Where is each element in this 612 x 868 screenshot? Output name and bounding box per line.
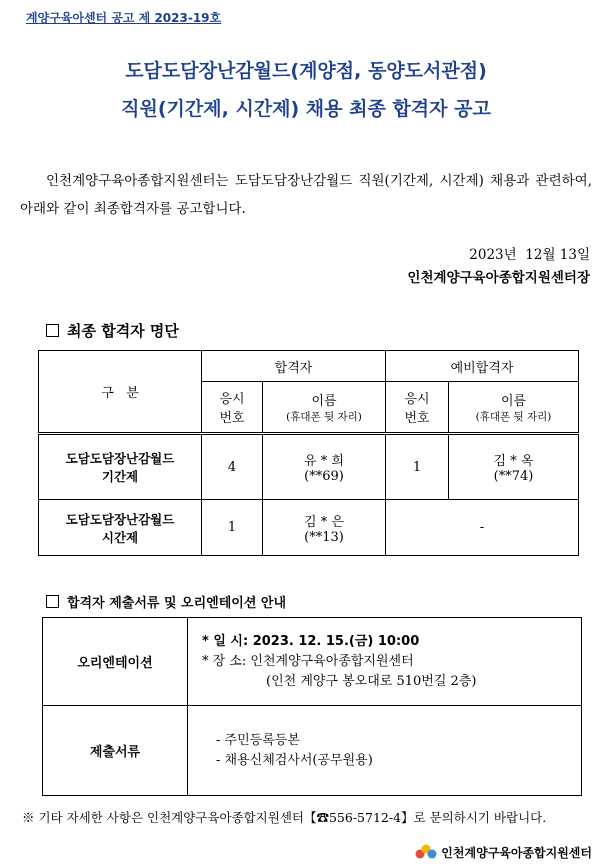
header-name-sub: (휴대폰 뒷 자리)	[286, 411, 362, 423]
orientation-info	[188, 618, 582, 706]
header-name-sub: (휴대폰 뒷 자리)	[475, 411, 552, 423]
row-category: 도담도담장난감월드 시간제	[39, 500, 202, 556]
checkbox-icon	[46, 595, 59, 608]
reserve-name-value: 김 * 옥	[493, 454, 534, 469]
intro-paragraph: 인천계양구육아종합지원센터는 도담도담장난감월드 직원(기간제, 시간제) 채용과 관련하여, 아래와 같이 최종합격자를 공고합니다.	[20, 173, 592, 217]
orientation-place: * 장 소: 인천계양구육아종합지원센터	[202, 653, 414, 669]
organization-name: 인천계양구육아종합지원센터장	[407, 270, 590, 286]
reserve-phone: (**74)	[493, 469, 534, 484]
section-title: 합격자 제출서류 및 오리엔테이션 안내	[67, 596, 287, 611]
section-title: 최종 합격자 명단	[67, 322, 179, 340]
header-category: 구 분	[39, 351, 202, 434]
section-docs-heading	[46, 592, 286, 611]
header-name-label: 이름	[500, 394, 527, 409]
organization-logo	[415, 843, 592, 861]
header-reserve: 예비합격자	[386, 351, 579, 382]
docs-list	[188, 706, 582, 796]
page-title-line1: 도담도담장난감월드(계양점, 동양도서관점)	[125, 60, 487, 82]
passed-name-value: 유 * 희	[304, 454, 344, 469]
passed-name	[263, 434, 386, 500]
header-reserve-name	[449, 382, 579, 434]
checkbox-icon	[46, 324, 59, 337]
table-row	[39, 500, 579, 556]
reserve-name	[449, 434, 579, 500]
orientation-address: (인천 계양구 봉오대로 510번길 2층)	[266, 673, 477, 689]
orientation-datetime: * 일 시: 2023. 12. 15.(금) 10:00	[202, 633, 420, 649]
page-title-line2: 직원(기간제, 시간제) 채용 최종 합격자 공고	[121, 98, 491, 120]
logo-icon	[415, 843, 437, 861]
passed-phone: (**13)	[304, 529, 344, 545]
passed-name	[263, 500, 386, 556]
header-app-no: 응시 번호	[202, 382, 263, 434]
passed-phone: (**69)	[304, 469, 344, 484]
announcement-date: 2023년 12월 13일	[469, 247, 590, 263]
reserve-app-no: 1	[386, 434, 449, 500]
reserve-empty: -	[386, 500, 579, 556]
orientation-table	[42, 617, 582, 796]
notice-number: 계양구육아센터 공고 제 2023-19호	[26, 11, 222, 25]
row-category: 도담도담장난감월드 기간제	[39, 434, 202, 500]
docs-item: - 주민등록등본	[216, 732, 300, 748]
orientation-label: 오리엔테이션	[43, 618, 188, 706]
docs-item: - 채용신체검사서(공무원용)	[216, 752, 373, 768]
table-row	[39, 434, 579, 500]
passed-name-value: 김 * 은	[304, 514, 344, 530]
logo-text: 인천계양구육아종합지원센터	[441, 845, 592, 860]
footer-note: ※ 기타 자세한 사항은 인천계양구육아종합지원센터【☎556-5712-4】로 문의하시기 바랍니다.	[22, 810, 547, 825]
docs-label: 제출서류	[43, 706, 188, 796]
passed-app-no: 1	[202, 500, 263, 556]
final-candidates-table	[38, 350, 579, 556]
header-passed: 합격자	[202, 351, 386, 382]
header-name-label: 이름	[311, 394, 337, 409]
section-final-list-heading	[46, 320, 179, 341]
header-reserve-app-no: 응시 번호	[386, 382, 449, 434]
passed-app-no: 4	[202, 434, 263, 500]
header-name	[263, 382, 386, 434]
